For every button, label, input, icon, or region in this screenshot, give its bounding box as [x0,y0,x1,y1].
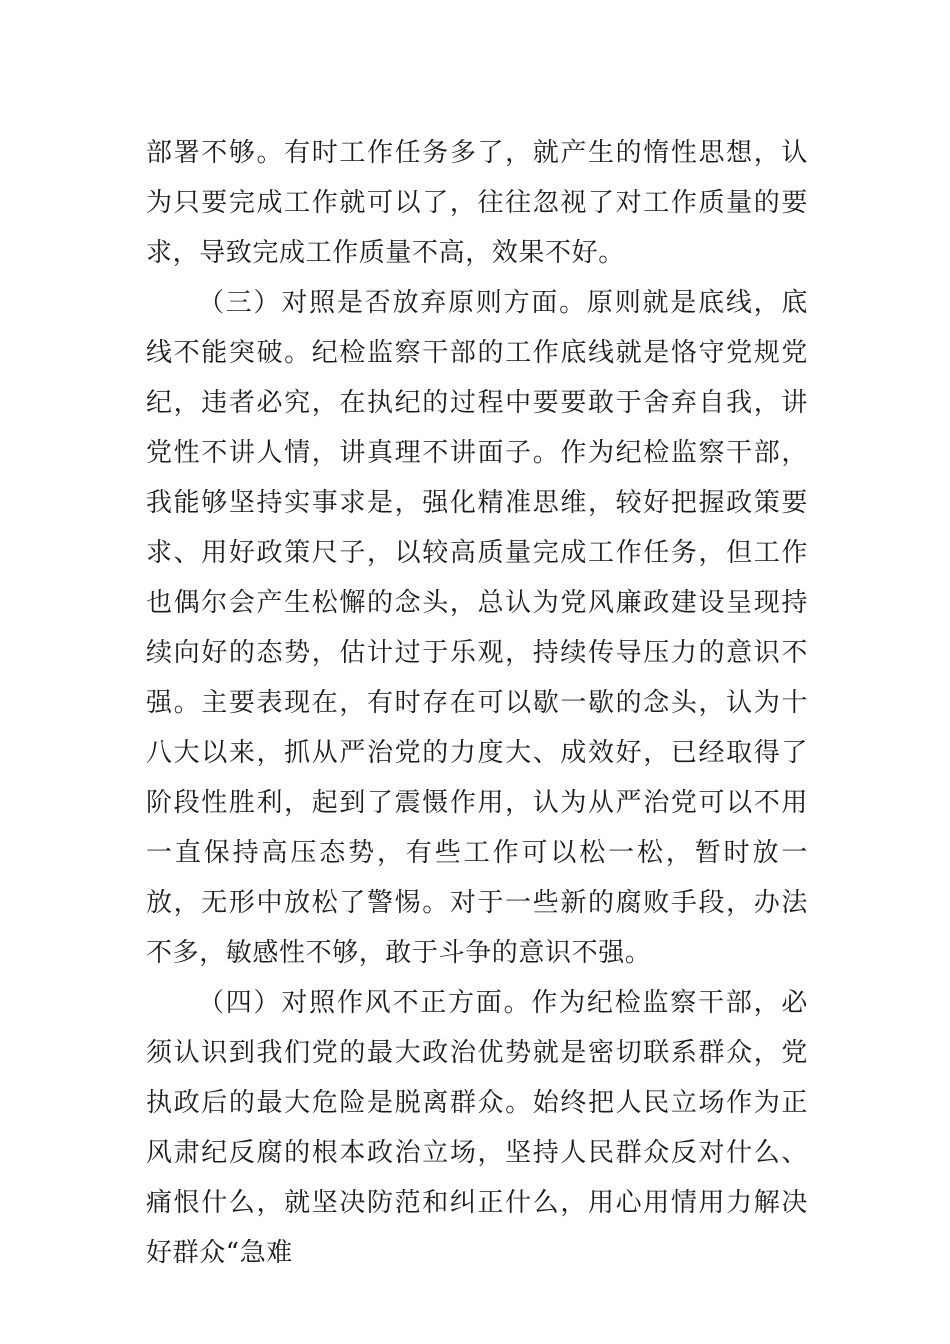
paragraph-section-three-principles: （三）对照是否放弃原则方面。原则就是底线，底线不能突破。纪检监察干部的工作底线就是恪守党规党纪，违者必究，在执纪的过程中要要敢于舍弃自我，讲党性不讲人情，讲真理不讲面子。作为纪检监察干部，我能够坚持实事求是，强化精准思维，较好把握政策要求、用好政策尺子，以较高质量完成工作任务，但工作也偶尔会产生松懈的念头，总认为党风廉政建设呈现持续向好的态势，估计过于乐观，持续传导压力的意识不强。主要表现在，有时存在可以歇一歇的念头，认为十八大以来，抓从严治党的力度大、成效好，已经取得了阶段性胜利，起到了震慑作用，认为从严治党可以不用一直保持高压态势，有些工作可以松一松，暂时放一放，无形中放松了警惕。对于一些新的腐败手段，办法不多，敏感性不够，敢于斗争的意识不强。 [146,288,808,968]
document-body [146,128,808,1278]
paragraph-continued-deployment: 部署不够。有时工作任务多了，就产生的惰性思想，认为只要完成工作就可以了，往往忽视了对工作质量的要求，导致完成工作质量不高，效果不好。 [146,138,808,268]
paragraph-section-four-work-style: （四）对照作风不正方面。作为纪检监察干部，必须认识到我们党的最大政治优势就是密切联系群众，党执政后的最大危险是脱离群众。始终把人民立场作为正风肃纪反腐的根本政治立场，坚持人民群众反对什么、痛恨什么，就坚决防范和纠正什么，用心用情用力解决好群众“急难 [146,988,808,1268]
